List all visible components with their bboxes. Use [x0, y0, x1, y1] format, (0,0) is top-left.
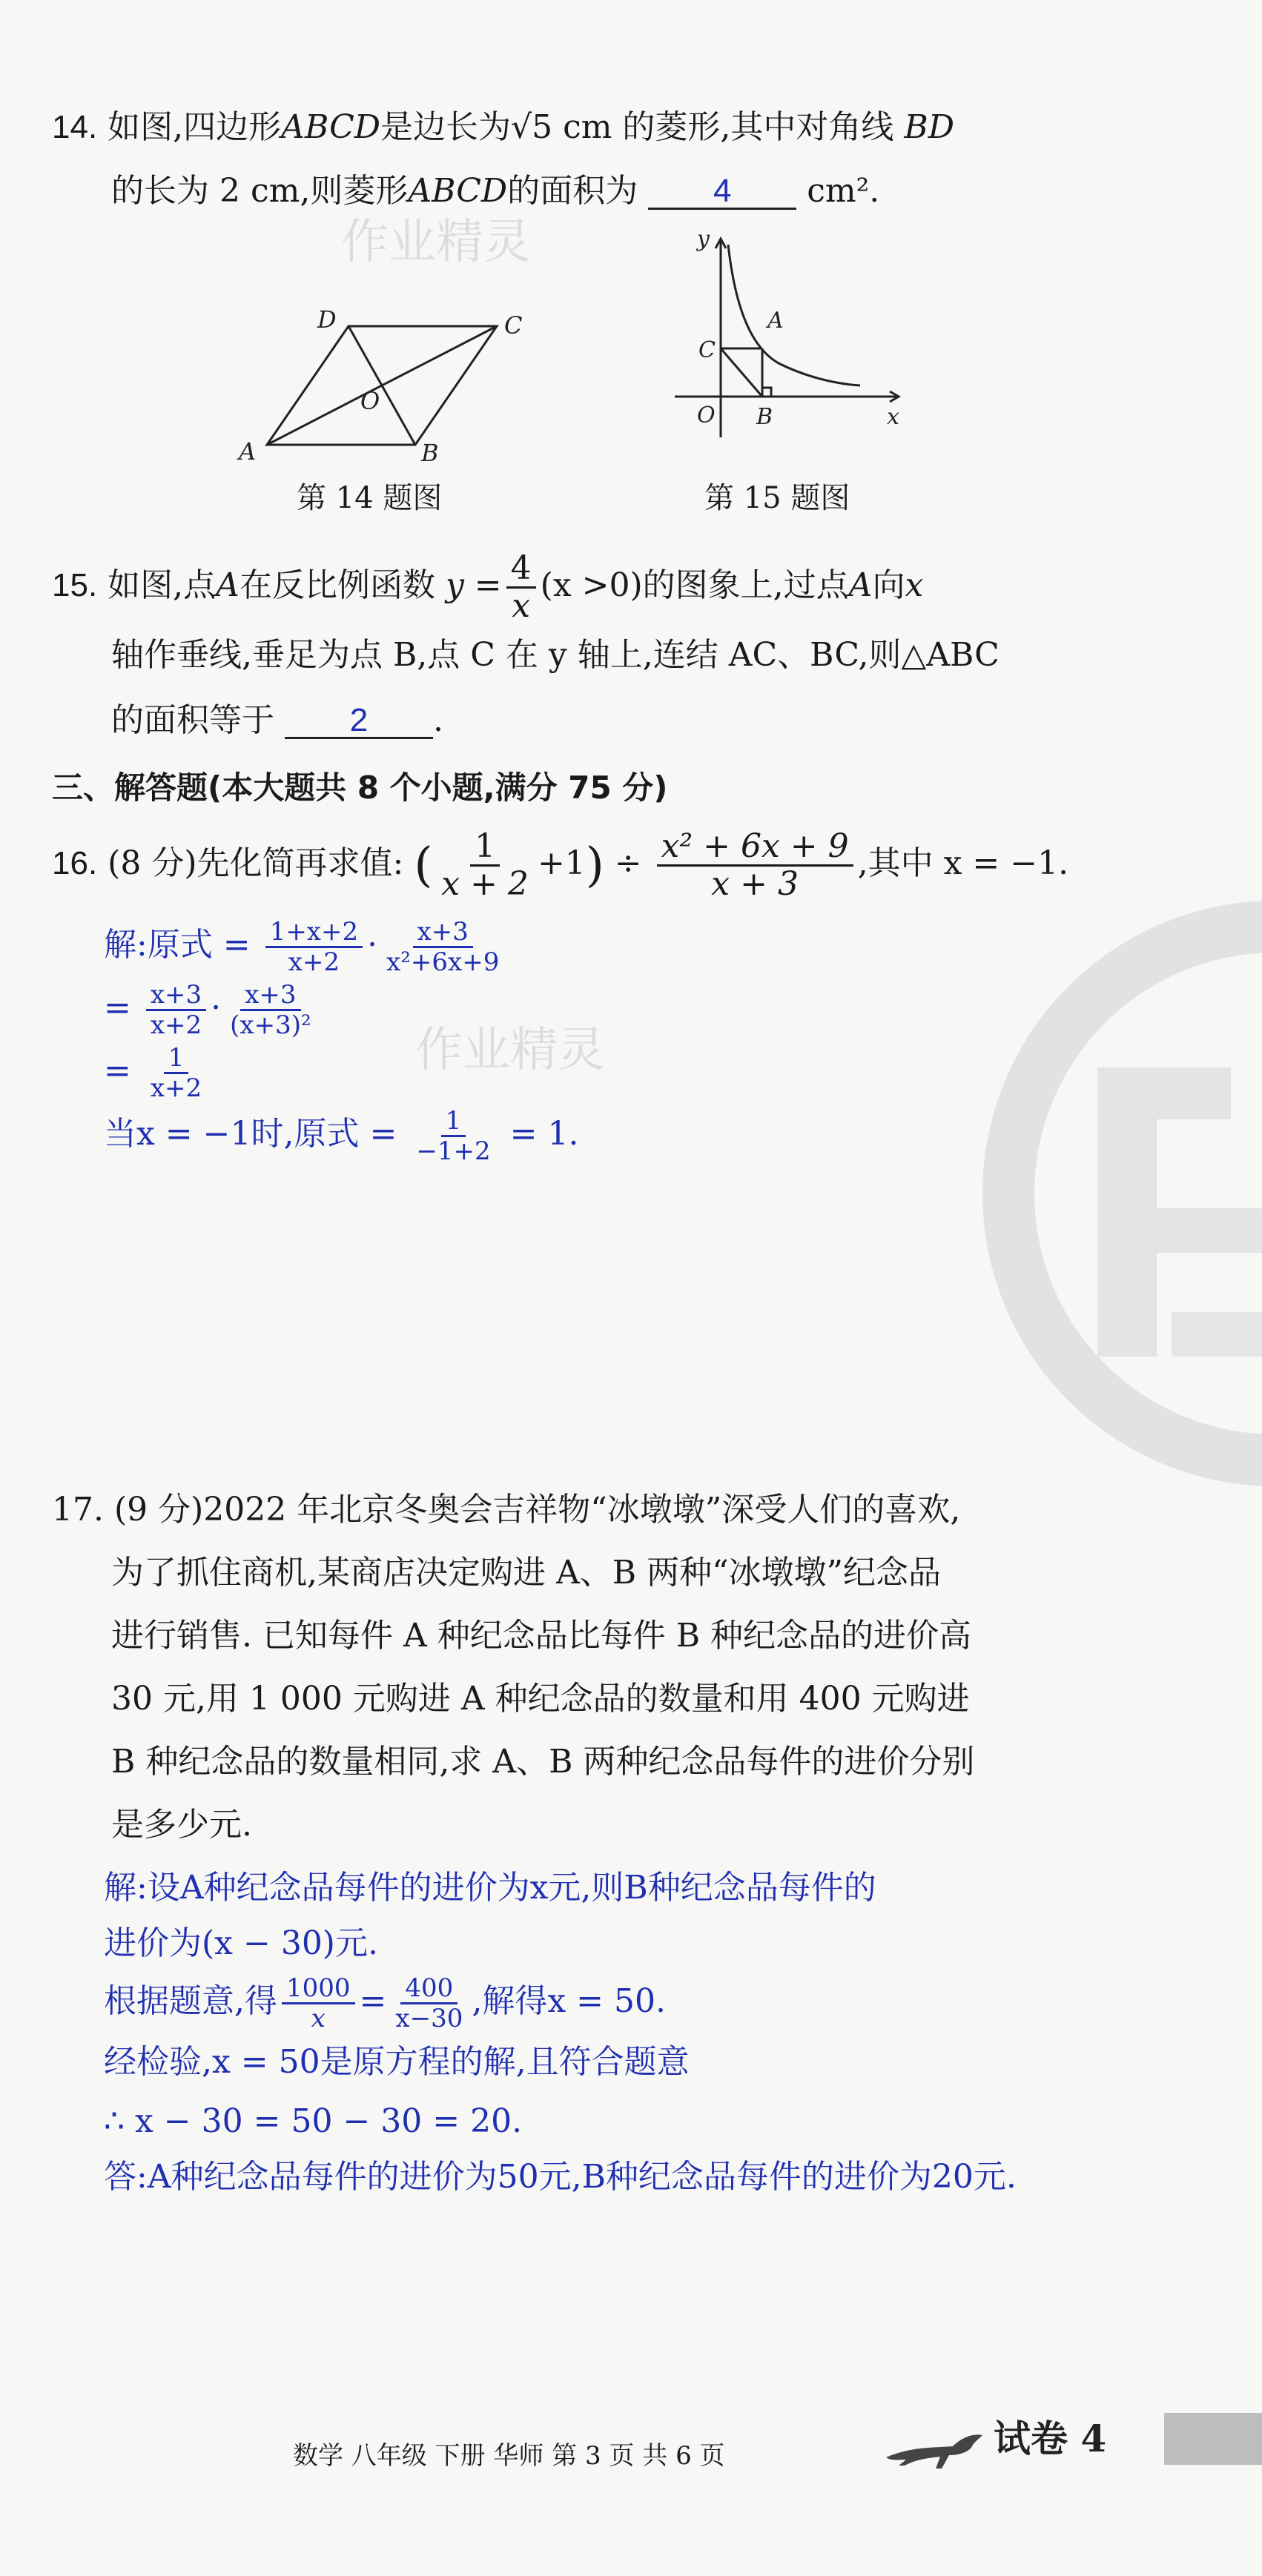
horse-icon	[882, 2417, 994, 2476]
q17-solution-4: 经检验,x = 50是原方程的解,且符合题意	[104, 2043, 690, 2081]
q17-solution-6: 答:A种纪念品每件的进价为50元,B种纪念品每件的进价为20元.	[104, 2158, 1017, 2196]
fig15-label-A: A	[767, 308, 784, 334]
q14-answer: 4	[713, 173, 732, 209]
q17-line-3: 进行销售. 已知每件 A 种纪念品比每件 B 种纪念品的进价高	[111, 1617, 972, 1655]
fig14-label-O: O	[360, 387, 380, 415]
q17-solution-1: 解:设A种纪念品每件的进价为x元,则B种纪念品每件的	[104, 1869, 876, 1907]
q17-line-1: 17. (9 分)2022 年北京冬奥会吉祥物“冰墩墩”深受人们的喜欢,	[52, 1491, 961, 1529]
fig14-label-D: D	[317, 305, 337, 334]
fig14-label-C: C	[504, 311, 523, 340]
q16-frac-1: $\frac{1}{x + 2}$	[441, 827, 529, 903]
fig15-label-y: y	[697, 230, 710, 252]
q16-solution-step4: 当x = −1时,原式 = $\frac{1}{-1+2}$ = 1.	[104, 1106, 579, 1166]
q15-line1: 15. 如图,点A在反比例函数 y = $\frac{4}{x}$ (x >0)的图象上,过点A向x	[52, 549, 924, 625]
q17-solution-2: 进价为(x − 30)元.	[104, 1924, 378, 1962]
q15-function-fraction: $\frac{4}{x}$	[506, 552, 536, 623]
q16-frac-2: $\frac{\text{x² + 6x + 9}}{x + 3}$	[657, 830, 853, 901]
stamp-watermark	[875, 897, 1262, 1505]
q17-line-5: B 种纪念品的数量相同,求 A、B 两种纪念品每件的进价分别	[111, 1743, 975, 1781]
figure-15-hyperbola	[667, 230, 912, 445]
fig14-label-B: B	[421, 439, 439, 467]
footer-info: 数学 八年级 下册 华师 第 3 页 共 6 页	[293, 2441, 725, 2471]
fig14-label-A: A	[239, 437, 257, 466]
q16-solution-step1: 解:原式 = $\frac{1+x+2}{x+2}$ · $\frac{x+3}{\text{x²+6x+9}}$	[104, 917, 500, 977]
q15-line3: 的面积等于 2 .	[111, 701, 443, 739]
exam-badge: 试卷 4	[994, 2417, 1107, 2460]
q14-answer-blank	[648, 175, 796, 210]
fig15-label-O: O	[697, 403, 716, 428]
fig15-label-x: x	[887, 404, 899, 430]
q15-answer: 2	[349, 702, 369, 738]
q16-problem: 16. (8 分)先化简再求值: ( $\frac{1}{x + 2}$ +1) ÷ $\frac{\text{x² + 6x + 9}}{x + 3}$ ,其中 x = −1.	[52, 827, 1069, 903]
figure-15-caption: 第 15 题图	[704, 481, 850, 515]
section-3-heading: 三、解答题(本大题共 8 个小题,满分 75 分)	[52, 769, 668, 806]
fig15-label-C: C	[698, 337, 716, 363]
q16-solution-step3: = $\frac{1}{x+2}$	[104, 1043, 202, 1103]
q17-line-2: 为了抓住商机,某商店决定购进 A、B 两种“冰墩墩”纪念品	[111, 1554, 942, 1592]
q17-line-6: 是多少元.	[111, 1806, 252, 1844]
watermark-text-2: 作业精灵	[415, 1023, 605, 1078]
fig15-label-B: B	[756, 404, 773, 430]
footer-gray-bar	[1164, 2413, 1262, 2465]
q14-line1: 14. 如图,四边形ABCD是边长为√5 cm 的菱形,其中对角线 BD	[52, 108, 955, 146]
q15-line2: 轴作垂线,垂足为点 B,点 C 在 y 轴上,连结 AC、BC,则△ABC	[111, 636, 1000, 674]
figure-14-caption: 第 14 题图	[297, 481, 443, 515]
q15-answer-blank	[285, 704, 433, 739]
watermark-text-1: 作业精灵	[341, 215, 531, 270]
q14-line2: 的长为 2 cm,则菱形ABCD的面积为 4 cm².	[111, 172, 880, 210]
q17-solution-5: ∴ x − 30 = 50 − 30 = 20.	[104, 2102, 523, 2140]
q17-solution-3: 根据题意,得 $\frac{1000}{x}$ = $\frac{400}{x-30}$ ,解得x = 50.	[104, 1973, 666, 2033]
figure-14-rhombus	[222, 297, 549, 474]
q17-line-4: 30 元,用 1 000 元购进 A 种纪念品的数量和用 400 元购进	[111, 1680, 970, 1718]
q16-solution-step2: = $\frac{x+3}{x+2}$ · $\frac{x+3}{\text{(x+3)²}}$	[104, 980, 311, 1040]
